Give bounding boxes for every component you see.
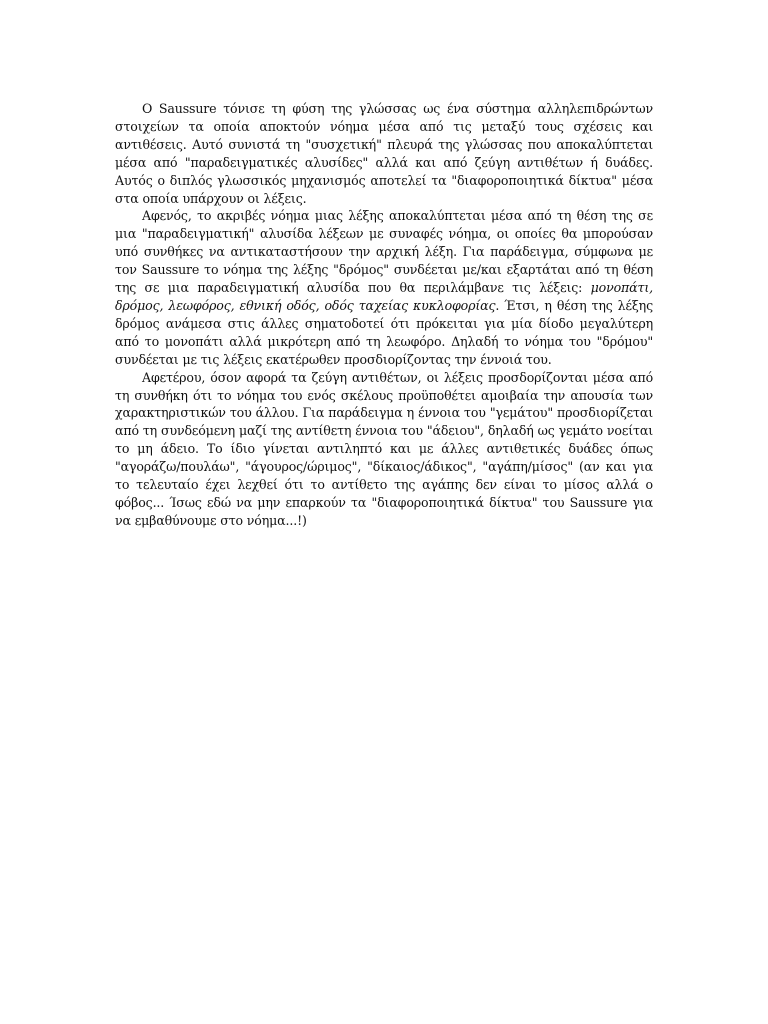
document-body	[115, 100, 653, 530]
paragraph-2-text-start: Αφενός, το ακριβές νόημα μιας λέξης αποκαλύπτεται μέσα από τη θέση της σε μια "παραδειγματική" αλυσίδα λέξεων με συναφές νόημα, οι οποίες θα μπορούσαν υπό συνθήκες να αντικαταστήσουν την αρχική λέξη. Για παράδειγμα, σύμφωνα με τον Saussure το νόημα της λέξης "δρόμος" συνδέεται με/και εξαρτάται από τη θέση της σε μια παραδειγματική αλυσίδα που θα περιλάμβανε τις λέξεις:	[115, 208, 653, 296]
paragraph-2	[115, 207, 653, 368]
paragraph-2-text-end: . Έτσι, η θέση της λέξης δρόμος ανάμεσα στις άλλες σηματοδοτεί ότι πρόκειται για μία δίοδο μεγαλύτερη από το μονοπάτι αλλά μικρότερη από τη λεωφόρο. Δηλαδή το νόημα του "δρόμου" συνδέεται με τις λέξεις εκατέρωθεν προσδιορίζοντας την έννοιά του.	[115, 297, 653, 367]
paragraph-3-text: Αφετέρου, όσον αφορά τα ζεύγη αντιθέτων, οι λέξεις προσδορίζονται μέσα από τη συνθήκη ότι το νόημα του ενός σκέλους προϋποθέτει αμοιβαία την απουσία των χαρακτηριστικών του άλλου. Για παράδειγμα η έννοια του "γεμάτου" προσδιορίζεται από τη συνδεόμενη μαζί της αντίθετη έννοια του "άδειου", δηλαδή ως γεμάτο νοείται το μη άδειο. Το ίδιο γίνεται αντιληπτό και με άλλες αντιθετικές δυάδες όπως "αγοράζω/πουλάω", "άγουρος/ώριμος", "δίκαιος/άδικος", "αγάπη/μίσος" (αν και για το τελευταίο έχει λεχθεί ότι το αντίθετο της αγάπης δεν είναι το μίσος αλλά ο φόβος... Ίσως εδώ να μην επαρκούν τα "διαφοροποιητικά δίκτυα" του Saussure για να εμβαθύνουμε στο νόημα...!)	[115, 369, 653, 528]
paragraph-2-italic-examples: μονοπάτι, δρόμος, λεωφόρος, εθνική οδός, οδός ταχείας κυκλοφορίας	[115, 280, 653, 313]
paragraph-3	[115, 369, 653, 530]
paragraph-1-text: Ο Saussure τόνισε τη φύση της γλώσσας ως ένα σύστημα αλληλεπιδρώντων στοιχείων τα οποία αποκτούν νόημα μέσα από τις μεταξύ τους σχέσεις και αντιθέσεις. Αυτό συνιστά τη "συσχετική" πλευρά της γλώσσας που αποκαλύπτεται μέσα από "παραδειγματικές αλυσίδες" αλλά και από ζεύγη αντιθέτων ή δυάδες. Αυτός ο διπλός γλωσσικός μηχανισμός αποτελεί τα "διαφοροποιητικά δίκτυα" μέσα στα οποία υπάρχουν οι λέξεις.	[115, 101, 653, 206]
paragraph-1	[115, 100, 653, 207]
